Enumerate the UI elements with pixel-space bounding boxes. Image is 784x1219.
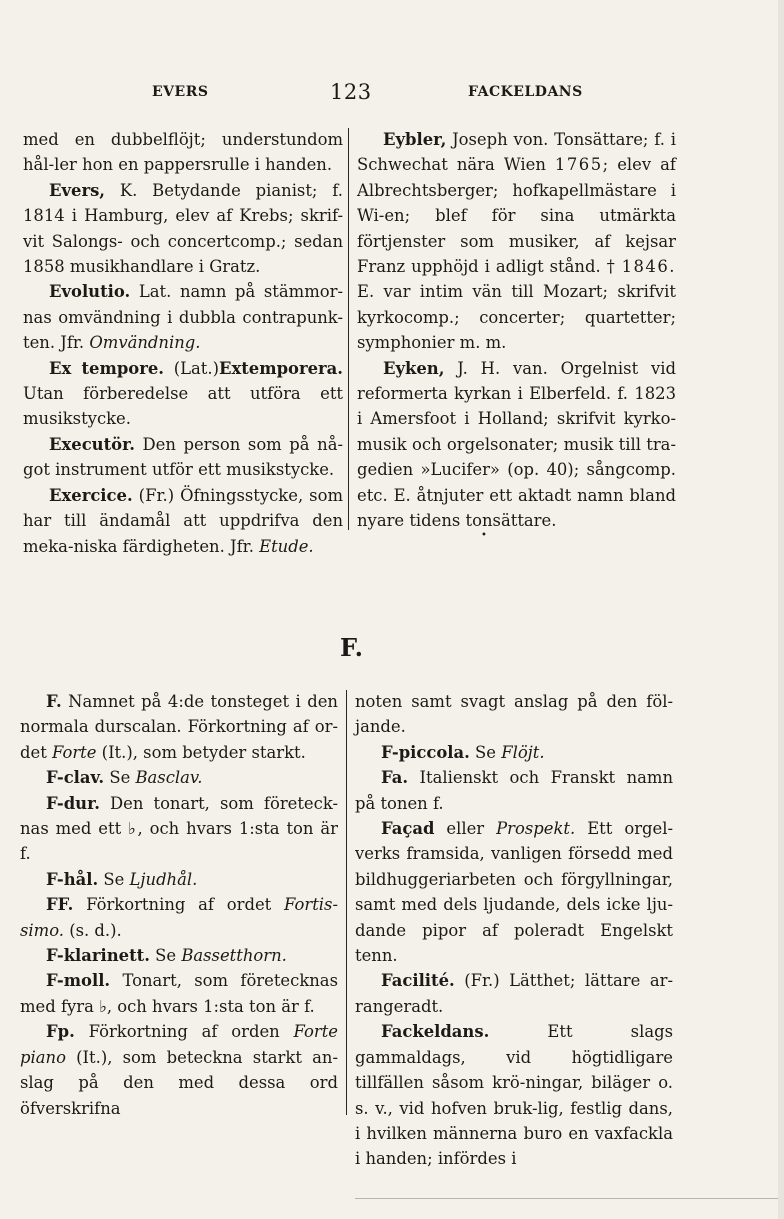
column-top-right [357, 127, 676, 534]
entry-year: 1765 [554, 155, 603, 175]
cross-reference: Forte piano [20, 1022, 338, 1067]
entry-headword: F-hål. [46, 869, 99, 889]
cross-reference: Ljudhål. [129, 869, 198, 889]
entry-text: Namnet på 4:de tonsteget i den normala durscalan. Förkortning af or-det [20, 692, 338, 762]
entry-f-moll [20, 968, 338, 1019]
entry-f-clav [20, 765, 338, 790]
entry-headword: FF. [46, 895, 74, 915]
entry-text: Förkortning af ordet [73, 895, 285, 915]
cross-reference: Bassetthorn. [181, 946, 287, 966]
entry-text: eller [434, 819, 497, 839]
entry-eybler [357, 127, 676, 356]
cross-reference: Forte [52, 742, 97, 762]
column-divider-bottom [346, 690, 347, 1115]
cross-reference: Omvändning. [89, 333, 201, 353]
entry-text: (Lat.) [164, 358, 219, 378]
entry-text: med en dubbelflöjt; understundom hål-ler hon en pappersrulle i handen. [23, 130, 343, 175]
entry-text: Den person som på nå-got instrument utför ett musikstycke. [23, 434, 343, 480]
entry-text: Italienskt och Franskt namn på tonen f. [355, 768, 673, 813]
entry-headword: Executör. [49, 434, 135, 454]
page-edge-shadow [778, 0, 784, 1219]
entry-text: noten samt svagt anslag på den föl-jande. [355, 692, 673, 737]
entry-text: (It.), som betyder starkt. [96, 742, 306, 762]
ink-speck: • [481, 530, 487, 541]
cross-reference: Flöjt. [501, 742, 545, 762]
entry-fackeldans [355, 1019, 673, 1171]
entry-text: Se [149, 946, 182, 966]
entry-ff [20, 892, 338, 943]
column-bottom-left [20, 689, 338, 1121]
entry-text: K. Betydande pianist; f. 1814 i Hamburg, elev af Krebs; skrif-vit Salongs- och concertcomp.; sedan 1858 musikhandlare i Gratz. [23, 180, 343, 277]
entry-text: Se [469, 742, 502, 762]
entry-headword: Evolutio. [49, 282, 131, 302]
entry-year: 1846. [621, 257, 676, 277]
cross-reference: Fortis-simo. [20, 895, 338, 940]
entry-headword: F-dur. [46, 793, 100, 813]
entry-text: (It.), som beteckna starkt an-slag på den med dessa ord öfverskrifna [20, 1047, 338, 1118]
entry-text: Tonart, som företecknas med fyra ♭, och hvars 1:sta ton är f. [20, 971, 338, 1016]
cross-reference: Etude. [259, 536, 314, 556]
entry-headword: F-moll. [46, 971, 111, 991]
entry-fp [20, 1019, 338, 1121]
entry-headword: Fackeldans. [381, 1022, 490, 1042]
entry-headword: Eyken, [383, 358, 445, 378]
entry-headword: Facilité. [381, 971, 455, 991]
cross-reference: Basclav. [135, 768, 203, 788]
entry-headword: Façad [381, 819, 435, 839]
entry-fa [355, 765, 673, 816]
entry-text: Förkortning af orden [74, 1022, 294, 1042]
entry-evolutio [23, 279, 343, 355]
entry-continuation [23, 127, 343, 178]
entry-text: Ett slags gammaldags, vid högtidligare tillfällen såsom krö-ningar, biläger o. s. v., vid hofven bruk-lig, festlig dans, i hvilken männerna buro en vaxfackla i handen; infördes i [355, 1022, 673, 1169]
entry-exercice [23, 483, 343, 559]
entry-facad [355, 816, 673, 968]
entry-text: (Fr.) Lätthet; lättare ar-rangeradt. [355, 971, 673, 1016]
running-head-left: EVERS [152, 84, 209, 100]
entry-f-hal [20, 867, 338, 892]
entry-text: Den tonart, som företeck-nas med ett ♭, och hvars 1:sta ton är f. [20, 793, 338, 864]
entry-text: Lat. namn på stämmor-nas omvändning i dubbla contrapunk-ten. Jfr. [23, 282, 343, 353]
page-edge-line [355, 1198, 784, 1199]
entry-evers [23, 178, 343, 280]
entry-headword: F-klarinett. [46, 946, 150, 966]
section-letter: F. [340, 633, 363, 662]
entry-text: E. var intim vän till Mozart; skrifvit kyrkocomp.; concerter; quartetter; symphonier m. m. [357, 282, 676, 353]
entry-headword: F-clav. [46, 768, 105, 788]
entry-f-dur [20, 791, 338, 867]
entry-extempore [23, 356, 343, 432]
entry-executor [23, 432, 343, 483]
running-head-right: FACKELDANS [468, 84, 583, 100]
entry-text: (s. d.). [64, 920, 122, 940]
entry-headword: Eybler, [383, 130, 447, 149]
entry-text: Utan förberedelse att utföra ett musikstycke. [23, 384, 343, 429]
entry-facilite [355, 968, 673, 1019]
entry-text: ; elev af Albrechtsberger; hofkapellmästare i Wi-en; blef för sina utmärkta förtjenster som musiker, af kejsar Franz upphöjd i adligt stånd. † [357, 155, 676, 277]
entry-text: Ett orgel-verks framsida, vanligen försedd med bildhuggeriarbeten och förgyllningar, samt med dels ljudande, dels icke lju-dande pipor af poleradt Engelskt tenn. [355, 819, 673, 966]
entry-text: Se [104, 768, 136, 788]
entry-headword: Evers, [49, 180, 106, 200]
entry-text: (Fr.) Öfningsstycke, som har till ändamål att uppdrifva den meka-niska färdigheten. Jfr. [23, 485, 343, 556]
column-top-left [23, 127, 343, 559]
entry-f-piccola [355, 740, 673, 765]
entry-text: Joseph von. Tonsättare; f. i Schwechat nära Wien [357, 130, 676, 175]
cross-reference: Prospekt. [496, 819, 576, 839]
entry-eyken [357, 356, 676, 534]
entry-headword: Exercice. [49, 485, 133, 505]
column-bottom-right [355, 689, 673, 1172]
entry-headword: Fa. [381, 768, 409, 788]
entry-text: Se [98, 869, 130, 889]
entry-f [20, 689, 338, 765]
entry-text: J. H. van. Orgelnist vid reformerta kyrkan i Elberfeld. f. 1823 i Amersfoot i Holland; skrifvit kyrko-musik och orgelsonater; musik till tra-gedien »Lucifer» (op. 40); sångcomp. etc. E. åtnjuter ett aktadt namn bland nyare tidens tonsättare. [357, 358, 676, 531]
entry-headword: Extemporera. [218, 358, 343, 378]
entry-f-klarinett [20, 943, 338, 968]
entry-headword: F-piccola. [381, 742, 470, 762]
entry-continuation [355, 689, 673, 740]
column-divider-top [348, 128, 349, 530]
page-number: 123 [330, 80, 372, 104]
entry-headword: F. [46, 692, 62, 711]
entry-headword: Fp. [46, 1022, 75, 1042]
entry-headword: Ex tempore. [49, 358, 164, 378]
